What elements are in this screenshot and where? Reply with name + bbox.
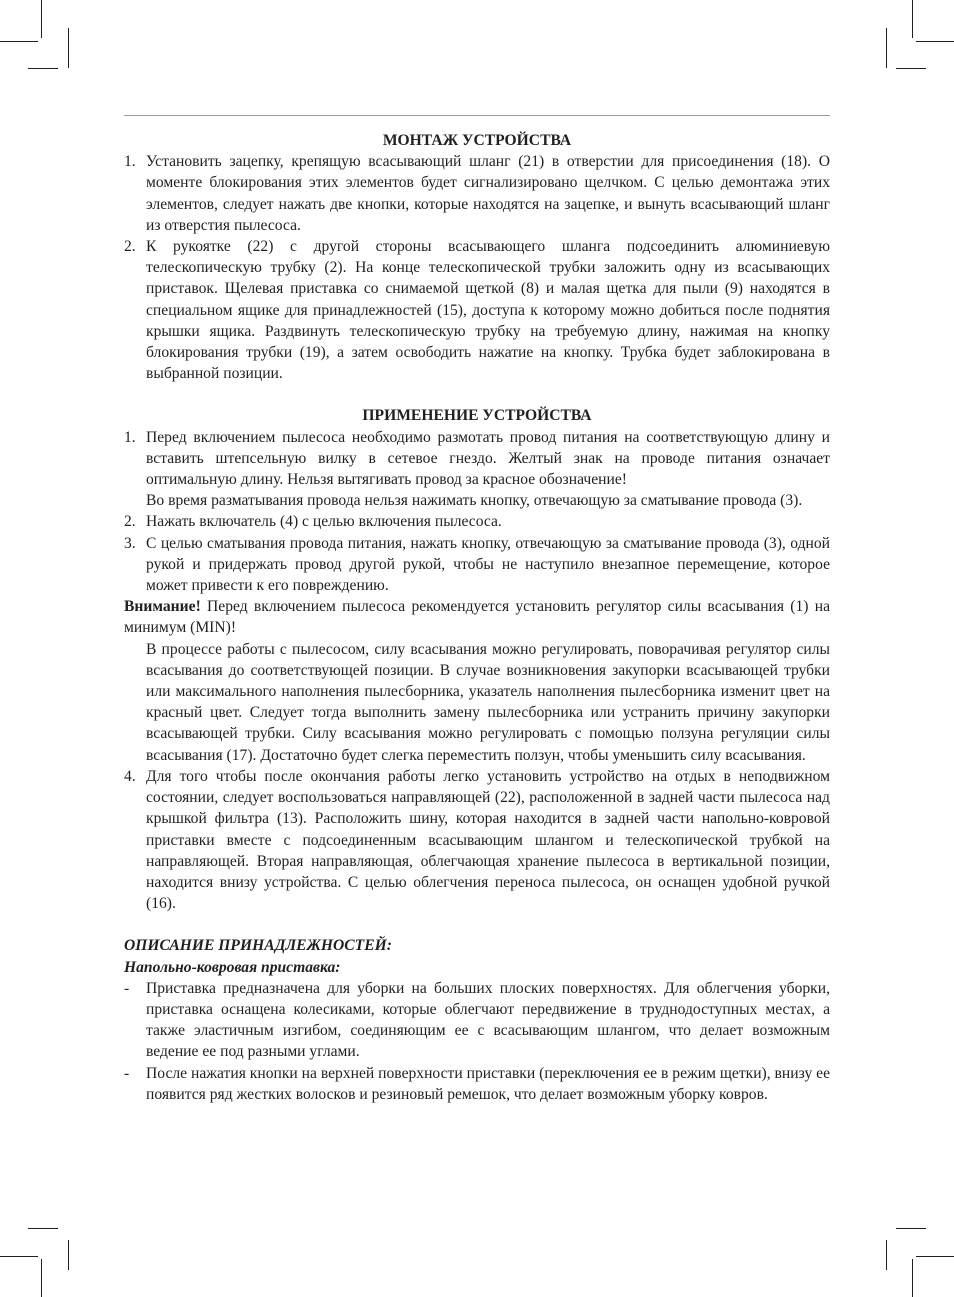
list-number: 2.	[124, 513, 136, 531]
list-item	[124, 511, 830, 532]
crop-mark	[68, 28, 69, 68]
note-paragraph: В процессе работы с пылесосом, силу всасывания можно регулировать, поворачивая регулятор силы всасывания до соответствующей позиции. В случае возникновения закупорки всасывающей трубки или максимального наполнения пылесборника, указатель наполнения пылесборника изменит цвет на красный цвет. Следует тогда выполнить замену пылесборника или устранить причину закупорки всасывающей трубки. Силу всасывания можно регулировать с помощью ползуна регуляции силы всасывания (17). Достаточно будет слегка переместить ползун, чтобы уменьшить силу всасывания.	[146, 640, 830, 764]
crop-mark	[28, 68, 58, 69]
list-bullet: -	[124, 979, 130, 997]
header-rule	[124, 115, 830, 116]
section-title-installation: МОНТАЖ УСТРОЙСТВА	[382, 132, 572, 149]
crop-mark	[886, 28, 887, 68]
crop-mark	[896, 68, 926, 69]
list-number: 1.	[124, 428, 136, 446]
subsection-title: Напольно-ковровая приставка:	[124, 958, 341, 976]
list-item	[124, 427, 830, 491]
crop-mark	[912, 0, 913, 38]
list-text: К рукоятке (22) с другой стороны всасывающего шланга подсоединить алюминиевую телескопическую трубку (2). На конце телескопической трубки заложить одну из всасывающих приставок. Щелевая приставка со снимаемой щеткой (8) и малая щетка для пыли (9) находятся в специальном ящике для принадлежностей (15), доступа к которому можно добиться после поднятия крышки ящика. Раздвинуть телескопическую трубку на требуемую длину, нажимая на кнопку блокирования трубки (19), а затем освободить нажатие на кнопку. Трубка будет заблокирована в выбранной позиции.	[146, 238, 830, 383]
crop-mark	[68, 1240, 69, 1270]
crop-mark	[912, 1259, 913, 1297]
crop-mark	[41, 0, 42, 38]
list-bullet: -	[124, 1064, 130, 1082]
list-item	[124, 766, 830, 914]
list-text: Нажать включатель (4) с целью включения пылесоса.	[146, 513, 502, 531]
list-text: Для того чтобы после окончания работы легко установить устройство на отдых в неподвижном состоянии, следует воспользоваться направляющей (22), расположенной в задней части пылесоса над крышкой фильтра (13). Расположить шину, которая находится в задней части напольно-ковровой приставки вместе с подсоединенным всасывающим шлангом и телескопической трубкой на направляющей. Вторая направляющая, облегчающая хранение пылесоса в вертикальной позиции, находится внизу устройства. С целью облегчения переноса пылесоса, он оснащен удобной ручкой (16).	[146, 767, 830, 913]
list-number: 3.	[124, 534, 136, 552]
list-number: 4.	[124, 767, 136, 785]
crop-mark	[0, 41, 38, 42]
section-title-accessories: ОПИСАНИЕ ПРИНАДЛЕЖНОСТЕЙ:	[124, 937, 392, 955]
list-text: Перед включением пылесоса необходимо размотать провод питания на соответствующую длину и вставить штепсельную вилку в сетевое гнездо. Желтый знак на проводе питания означает оптимальную длину. Нельзя вытягивать провод за красное обозначение!	[146, 428, 830, 489]
warning-paragraph	[124, 596, 830, 638]
list-number: 2.	[124, 238, 136, 256]
list-text: С целью сматывания провода питания, нажать кнопку, отвечающую за сматывание провода (3), одной рукой и придержать провод другой рукой, чтобы не наступило внезапное перемещение, которое может привести к его повреждению.	[146, 534, 830, 595]
crop-mark	[916, 41, 954, 42]
list-text: После нажатия кнопки на верхней поверхности приставки (переключения ее в режим щетки), внизу ее появится ряд жестких волосков и резиновый ремешок, что делает возможным уборку ковров.	[146, 1064, 830, 1103]
section-title-usage: ПРИМЕНЕНИЕ УСТРОЙСТВА	[362, 407, 592, 425]
crop-mark	[41, 1259, 42, 1297]
crop-mark	[886, 1240, 887, 1270]
crop-mark	[896, 1228, 926, 1229]
warning-label: Внимание!	[124, 598, 201, 616]
list-item	[124, 236, 830, 384]
crop-mark	[0, 1256, 38, 1257]
document-body	[124, 130, 830, 1105]
note-paragraph: Во время разматывания провода нельзя нажимать кнопку, отвечающую за сматывание провода (3).	[146, 492, 803, 510]
warning-text: Перед включением пылесоса рекомендуется установить регулятор силы всасывания (1) на минимум (MIN)!	[124, 598, 830, 637]
list-text: Установить зацепку, крепящую всасывающий шланг (21) в отверстии для присоединения (18). О моменте блокирования этих элементов будет сигнализировано щелчком. С целью демонтажа этих элементов, следует нажать две кнопки, которые находятся на зацепке, и вынуть всасывающий шланг из отверстия пылесоса.	[146, 153, 830, 234]
list-item	[124, 978, 830, 1063]
list-item	[124, 533, 830, 597]
list-item	[124, 1063, 830, 1105]
list-number: 1.	[124, 153, 136, 171]
list-text: Приставка предназначена для уборки на больших плоских поверхностях. Для облегчения уборки, приставка оснащена колесиками, которые облегчают передвижение в труднодоступных местах, а также эластичным изгибом, соединяющим ее с всасывающим шлангом, что делает возможным ведение ее под разными углами.	[146, 979, 830, 1061]
crop-mark	[28, 1228, 58, 1229]
crop-mark	[916, 1256, 954, 1257]
list-item	[124, 151, 830, 236]
